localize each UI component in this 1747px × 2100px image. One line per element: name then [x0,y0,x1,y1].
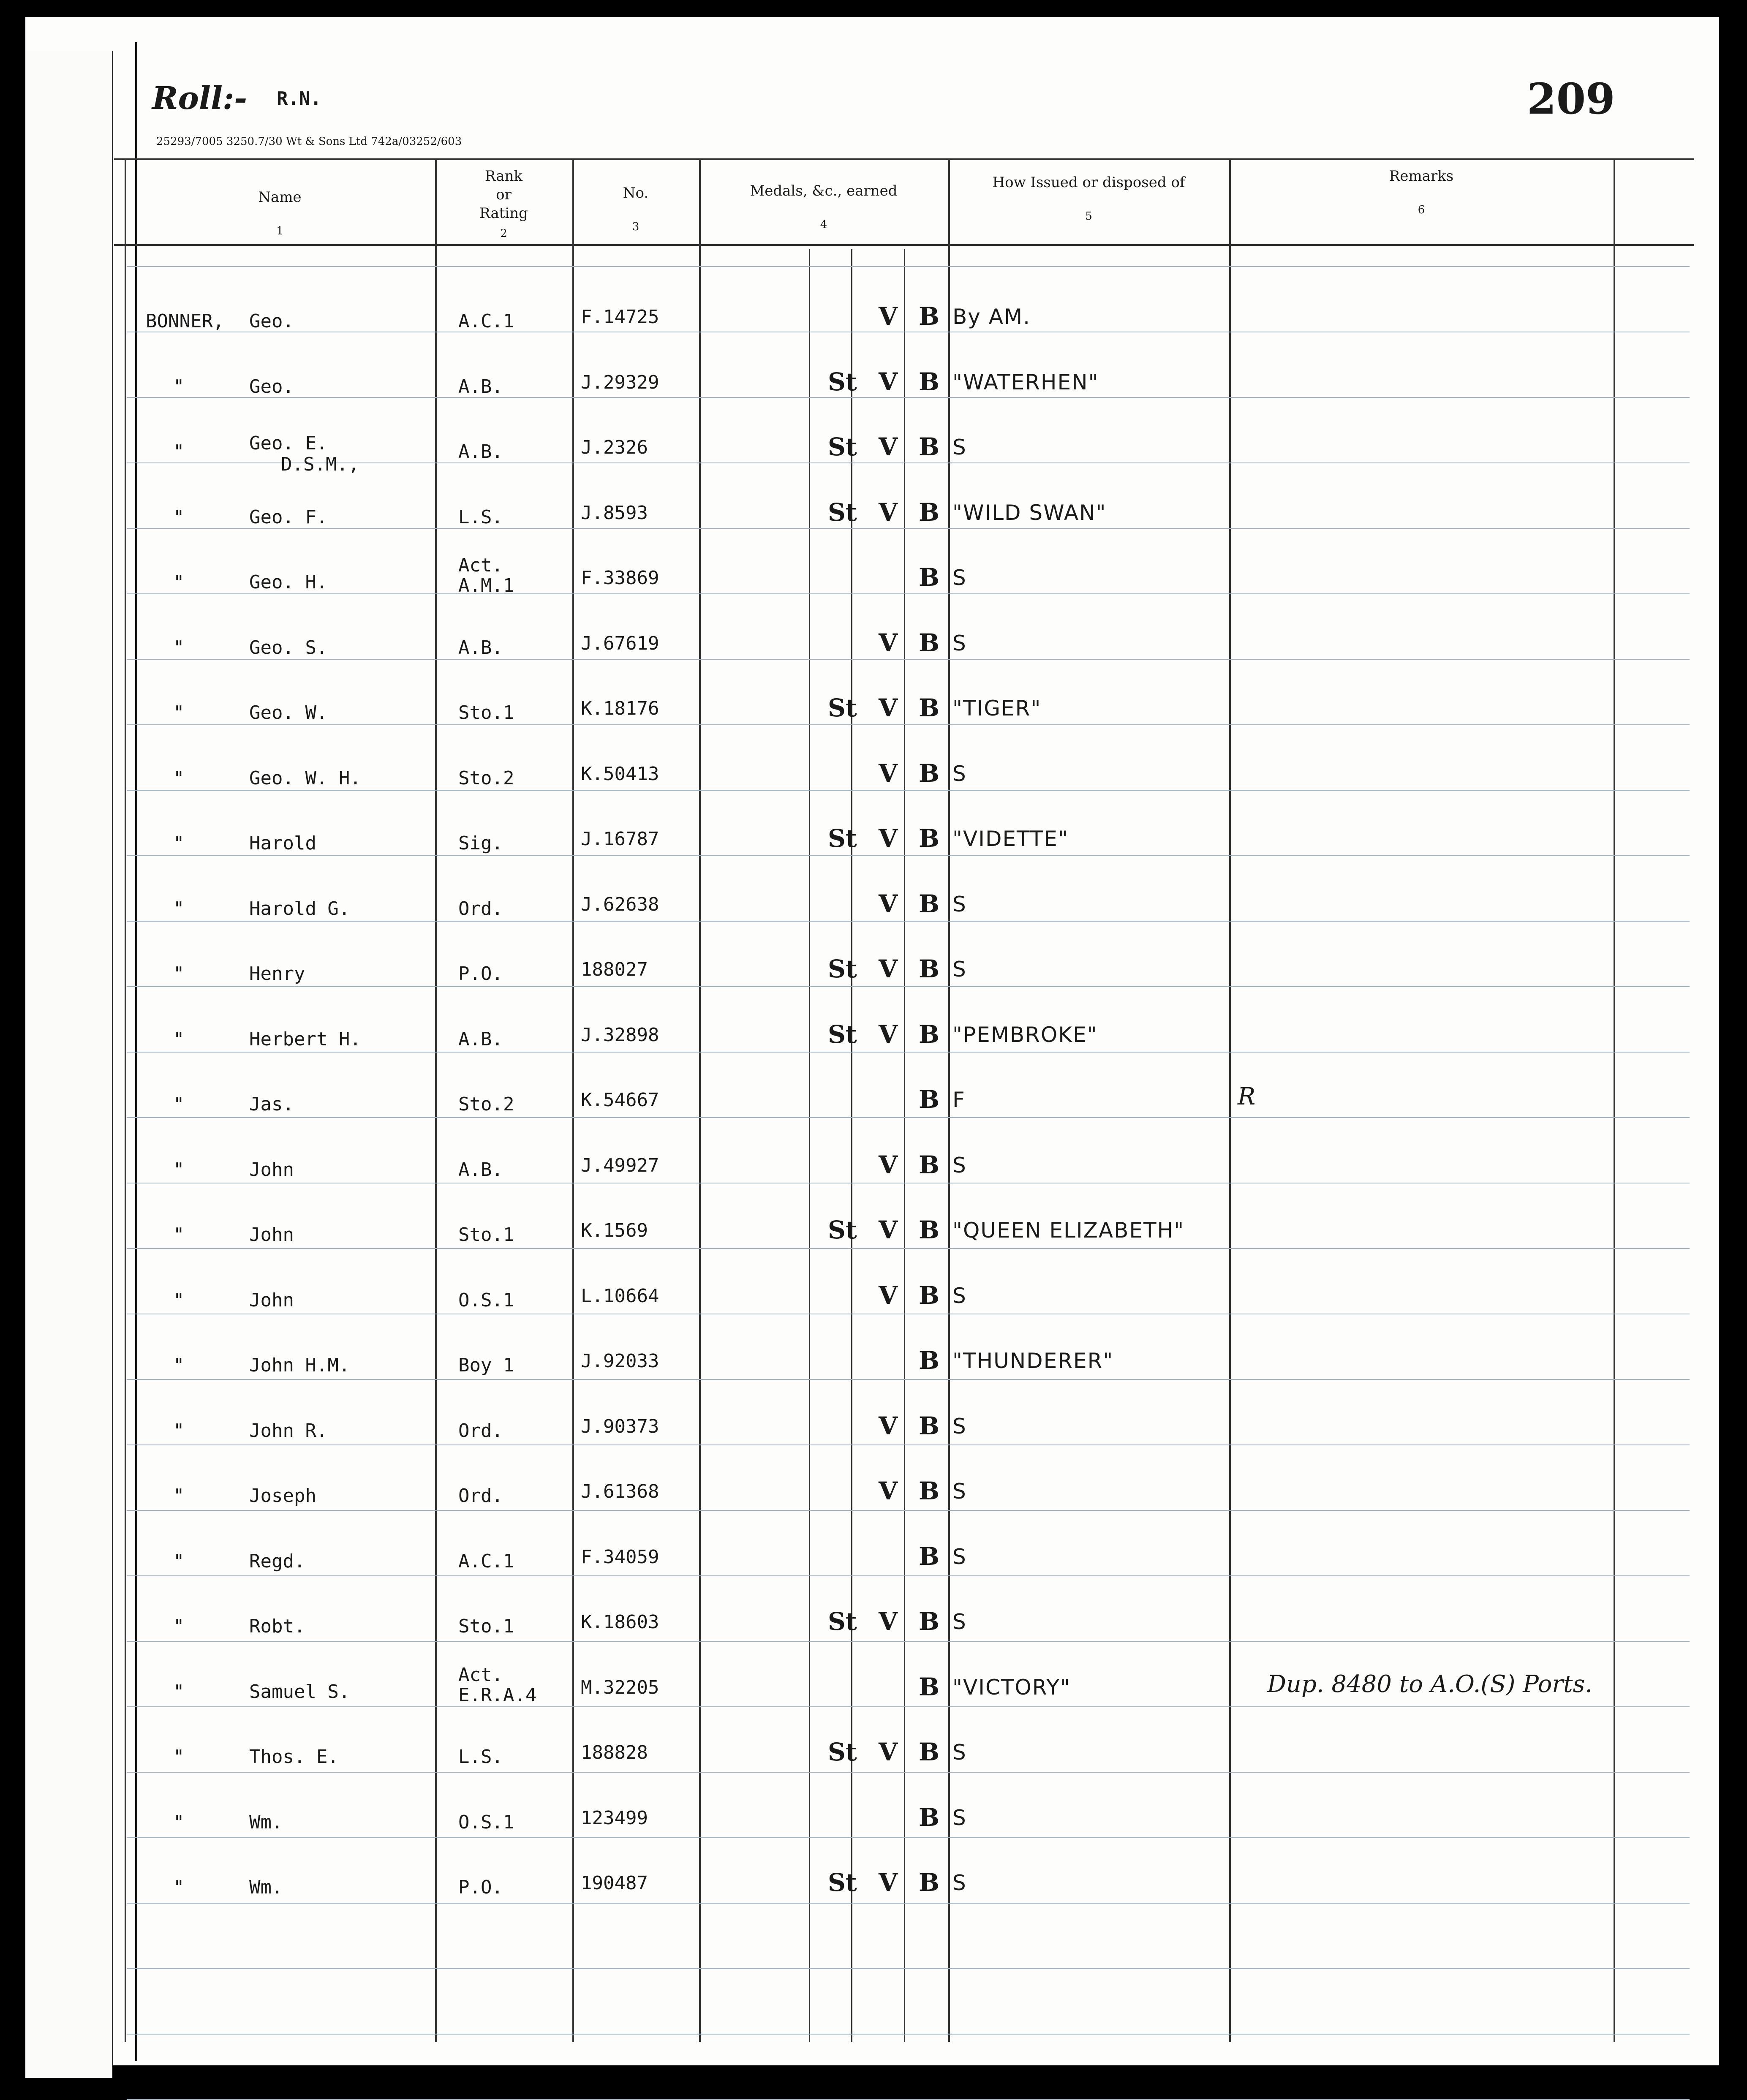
given-name: John [249,1289,294,1311]
british-war-medal: B [919,1346,940,1375]
given-name: Geo. [249,375,294,397]
column-rule-4 [948,158,950,2042]
british-war-medal: B [919,433,940,461]
ditto-mark: " [173,1355,185,1376]
ruled-line [127,266,1690,267]
column-header [476,167,531,243]
issued-to: S [952,1479,967,1504]
issued-to: "WATERHEN" [952,370,1099,394]
british-war-medal: B [919,563,940,592]
ditto-mark: " [173,637,185,658]
service-number: J.62638 [581,893,659,915]
british-war-medal: B [919,824,940,853]
rank: Sto.2 [458,1094,514,1115]
issued-to: By AM. [952,305,1031,329]
ruled-line [127,1444,1690,1445]
star-medal: St [828,433,857,461]
rank: L.S. [458,506,503,528]
british-war-medal: B [919,1607,940,1636]
service-number: 123499 [581,1807,648,1829]
issued-to: "TIGER" [952,696,1042,721]
ruled-line [127,790,1690,791]
column-header-number: 5 [1085,210,1092,223]
ditto-mark: " [173,963,185,985]
column-header [1229,167,1614,219]
rank-line-2: E.R.A.4 [458,1684,537,1706]
victory-medal-tick: V [879,302,898,331]
issued-to: S [952,1153,967,1178]
issued-to: "THUNDERER" [952,1349,1114,1373]
ditto-mark: " [173,1746,185,1768]
victory-medal-tick: V [879,628,898,657]
issued-to: S [952,566,967,590]
issued-to: S [952,435,967,460]
ditto-mark: " [173,1681,185,1703]
rank: A.B. [458,1028,503,1050]
service-number: 190487 [581,1872,648,1894]
given-name: John [249,1159,294,1181]
ditto-mark: " [173,832,185,854]
issued-to: S [952,1414,967,1439]
header-bottom-rule [114,244,1694,246]
surname: BONNER, [146,310,224,332]
medal-subcolumn-rule-0 [809,249,810,2042]
rank: Sig. [458,832,503,854]
issued-to: S [952,1544,967,1569]
issued-to: "VIDETTE" [952,827,1069,851]
column-header-label: Remarks [1389,168,1454,185]
ruled-line [127,1052,1690,1053]
victory-medal-tick: V [879,1150,898,1179]
issued-to: S [952,631,967,656]
service-number: J.2326 [581,437,648,458]
column-header [948,173,1229,226]
given-name: Geo. S. [249,637,328,658]
rank: A.B. [458,375,503,397]
given-name: Geo. E. [249,433,328,454]
rank: Ord. [458,1485,503,1507]
ruled-line [127,462,1690,463]
print-code: 25293/7005 3250.7/30 Wt & Sons Ltd 742a/03252/603 [156,135,462,148]
ditto-mark: " [173,1550,185,1572]
roll-label: Roll:- [152,80,248,117]
rank: Sto.2 [458,767,514,789]
issued-to: "QUEEN ELIZABETH" [952,1218,1185,1243]
star-medal: St [828,955,857,983]
column-rule-2 [572,158,574,2042]
victory-medal-tick: V [879,1281,898,1310]
ruled-line [127,921,1690,922]
column-header [572,184,699,236]
ditto-mark: " [173,1028,185,1050]
service-number: 188828 [581,1742,648,1763]
given-name: Harold G. [249,898,350,919]
ditto-mark: " [173,1877,185,1898]
issued-to: S [952,761,967,786]
ditto-mark: " [173,1289,185,1311]
ruled-line [127,2034,1690,2035]
ditto-mark: " [173,571,185,593]
page-number: 209 [1527,74,1615,124]
service-number: F.14725 [581,306,659,328]
issued-to: S [952,1871,967,1895]
given-name: Herbert H. [249,1028,361,1050]
star-medal: St [828,1868,857,1897]
rank: P.O. [458,1877,503,1898]
column-header-number: 3 [632,220,639,233]
ruled-line [127,1968,1690,1969]
given-name: Geo. W. H. [249,767,361,789]
column-rule-5 [1229,158,1231,2042]
column-header-label: How Issued or disposed of [992,174,1185,191]
column-header-label: Medals, &c., earned [750,182,898,199]
ruled-line [127,397,1690,398]
british-war-medal: B [919,1411,940,1440]
ditto-mark: " [173,767,185,789]
given-name: Thos. E. [249,1746,339,1768]
issued-to: "VICTORY" [952,1675,1071,1700]
victory-medal-tick: V [879,1868,898,1897]
british-war-medal: B [919,694,940,722]
given-name: Jas. [249,1094,294,1115]
issued-to: "PEMBROKE" [952,1022,1098,1047]
british-war-medal: B [919,1738,940,1766]
victory-medal-tick: V [879,889,898,918]
column-header-number: 4 [820,218,827,231]
service-number: F.33869 [581,567,659,589]
issued-to: S [952,957,967,982]
given-name: Geo. H. [249,571,328,593]
ruled-line [127,1837,1690,1838]
issued-to: S [952,892,967,917]
british-war-medal: B [919,1542,940,1571]
given-name: John H.M. [249,1355,350,1376]
ruled-line [127,1575,1690,1576]
ditto-mark: " [173,898,185,919]
ditto-mark: " [173,702,185,724]
given-name: Regd. [249,1550,305,1572]
victory-medal-tick: V [879,759,898,788]
service-number: M.32205 [581,1676,659,1698]
british-war-medal: B [919,1672,940,1701]
service-number: K.18176 [581,698,659,719]
roll-value: R.N. [277,88,321,109]
british-war-medal: B [919,1803,940,1832]
service-number: K.54667 [581,1089,659,1111]
victory-medal-tick: V [879,1411,898,1440]
ditto-mark: " [173,1811,185,1833]
rank: A.B. [458,637,503,658]
given-name: Henry [249,963,305,985]
column-header-number: 1 [276,225,283,237]
rank: Ord. [458,1420,503,1442]
ruled-line [127,1706,1690,1707]
remark: Dup. 8480 to A.O.(S) Ports. [1267,1670,1593,1698]
header-top-rule [114,158,1694,160]
rank: Act. [458,1664,503,1686]
issued-to: S [952,1610,967,1634]
issued-to: S [952,1740,967,1765]
star-medal: St [828,498,857,527]
given-name: Harold [249,832,316,854]
victory-medal-tick: V [879,1738,898,1766]
star-medal: St [828,367,857,396]
ruled-line [127,528,1690,529]
service-number: J.16787 [581,828,659,850]
ruled-line [127,1772,1690,1773]
star-medal: St [828,1216,857,1244]
ditto-mark: " [173,1485,185,1507]
column-header-number: 2 [500,227,507,240]
british-war-medal: B [919,759,940,788]
rank: Act. [458,555,503,576]
column-header-label: Name [258,189,302,206]
given-name: Geo. W. [249,702,328,724]
ditto-mark: " [173,441,185,462]
ruled-line [127,986,1690,987]
given-name: John [249,1224,294,1246]
ruled-line [127,1903,1690,1904]
service-number: J.67619 [581,632,659,654]
rank: Ord. [458,898,503,919]
given-name: Samuel S. [249,1681,350,1703]
star-medal: St [828,824,857,853]
decoration: D.S.M., [281,454,359,475]
column-rule-1 [435,158,437,2042]
british-war-medal: B [919,1150,940,1179]
british-war-medal: B [919,628,940,657]
ditto-mark: " [173,1420,185,1442]
rank: L.S. [458,1746,503,1768]
victory-medal-tick: V [879,367,898,396]
facing-page-edge [25,51,113,2078]
service-number: J.8593 [581,502,648,524]
service-number: J.92033 [581,1350,659,1372]
given-name: Geo. F. [249,506,328,528]
service-number: K.50413 [581,763,659,785]
issued-to: F [952,1088,966,1112]
service-number: L.10664 [581,1285,659,1307]
rank: A.C.1 [458,1550,514,1572]
column-header-label: Rank or Rating [479,168,528,222]
ruled-line [127,1248,1690,1249]
ruled-line [127,659,1690,660]
british-war-medal: B [919,889,940,918]
victory-medal-tick: V [879,955,898,983]
given-name: Wm. [249,1877,283,1898]
british-war-medal: B [919,1020,940,1049]
victory-medal-tick: V [879,498,898,527]
service-number: J.90373 [581,1415,659,1437]
ditto-mark: " [173,375,185,397]
service-number: 188027 [581,959,648,980]
rank: Sto.1 [458,1224,514,1246]
column-header [125,188,435,240]
issued-to: S [952,1805,967,1830]
issued-to: S [952,1283,967,1308]
ruled-line [127,1379,1690,1380]
rank: O.S.1 [458,1289,514,1311]
given-name: Joseph [249,1485,316,1507]
given-name: John R. [249,1420,328,1442]
rank: Sto.1 [458,702,514,724]
british-war-medal: B [919,955,940,983]
british-war-medal: B [919,1477,940,1505]
column-header [699,182,948,234]
victory-medal-tick: V [879,433,898,461]
service-number: K.1569 [581,1220,648,1241]
service-number: K.18603 [581,1611,659,1633]
british-war-medal: B [919,1216,940,1244]
rank: A.B. [458,1159,503,1181]
star-medal: St [828,1020,857,1049]
british-war-medal: B [919,498,940,527]
rank: A.B. [458,441,503,462]
ditto-mark: " [173,1224,185,1246]
given-name: Geo. [249,310,294,332]
victory-medal-tick: V [879,1216,898,1244]
victory-medal-tick: V [879,694,898,722]
ditto-mark: " [173,1094,185,1115]
service-number: J.49927 [581,1154,659,1176]
given-name: Wm. [249,1811,283,1833]
rank: Sto.1 [458,1616,514,1637]
rank: P.O. [458,963,503,985]
issued-to: "WILD SWAN" [952,500,1107,525]
star-medal: St [828,694,857,722]
british-war-medal: B [919,1868,940,1897]
rank: A.C.1 [458,310,514,332]
ruled-line [127,1641,1690,1642]
ruled-line [127,593,1690,594]
british-war-medal: B [919,367,940,396]
given-name: Robt. [249,1616,305,1637]
ruled-line [127,1117,1690,1118]
remark: R [1238,1083,1256,1110]
victory-medal-tick: V [879,1477,898,1505]
victory-medal-tick: V [879,824,898,853]
rank-line-2: A.M.1 [458,575,514,596]
british-war-medal: B [919,1281,940,1310]
rank: Boy 1 [458,1355,514,1376]
column-rule-3 [699,158,701,2042]
british-war-medal: B [919,302,940,331]
rank: O.S.1 [458,1811,514,1833]
star-medal: St [828,1607,857,1636]
service-number: J.32898 [581,1024,659,1046]
ditto-mark: " [173,506,185,528]
victory-medal-tick: V [879,1607,898,1636]
british-war-medal: B [919,1085,940,1114]
ruled-line [127,724,1690,725]
service-number: J.61368 [581,1481,659,1502]
medal-subcolumn-rule-2 [904,249,905,2042]
ditto-mark: " [173,1616,185,1637]
service-number: J.29329 [581,371,659,393]
column-rule-0 [125,158,126,2042]
ruled-line [127,1510,1690,1511]
column-header-label: No. [623,185,649,201]
ditto-mark: " [173,1159,185,1181]
ruled-line [127,855,1690,856]
victory-medal-tick: V [879,1020,898,1049]
column-rule-6 [1614,158,1615,2042]
star-medal: St [828,1738,857,1766]
column-header-number: 6 [1418,204,1425,216]
service-number: F.34059 [581,1546,659,1568]
